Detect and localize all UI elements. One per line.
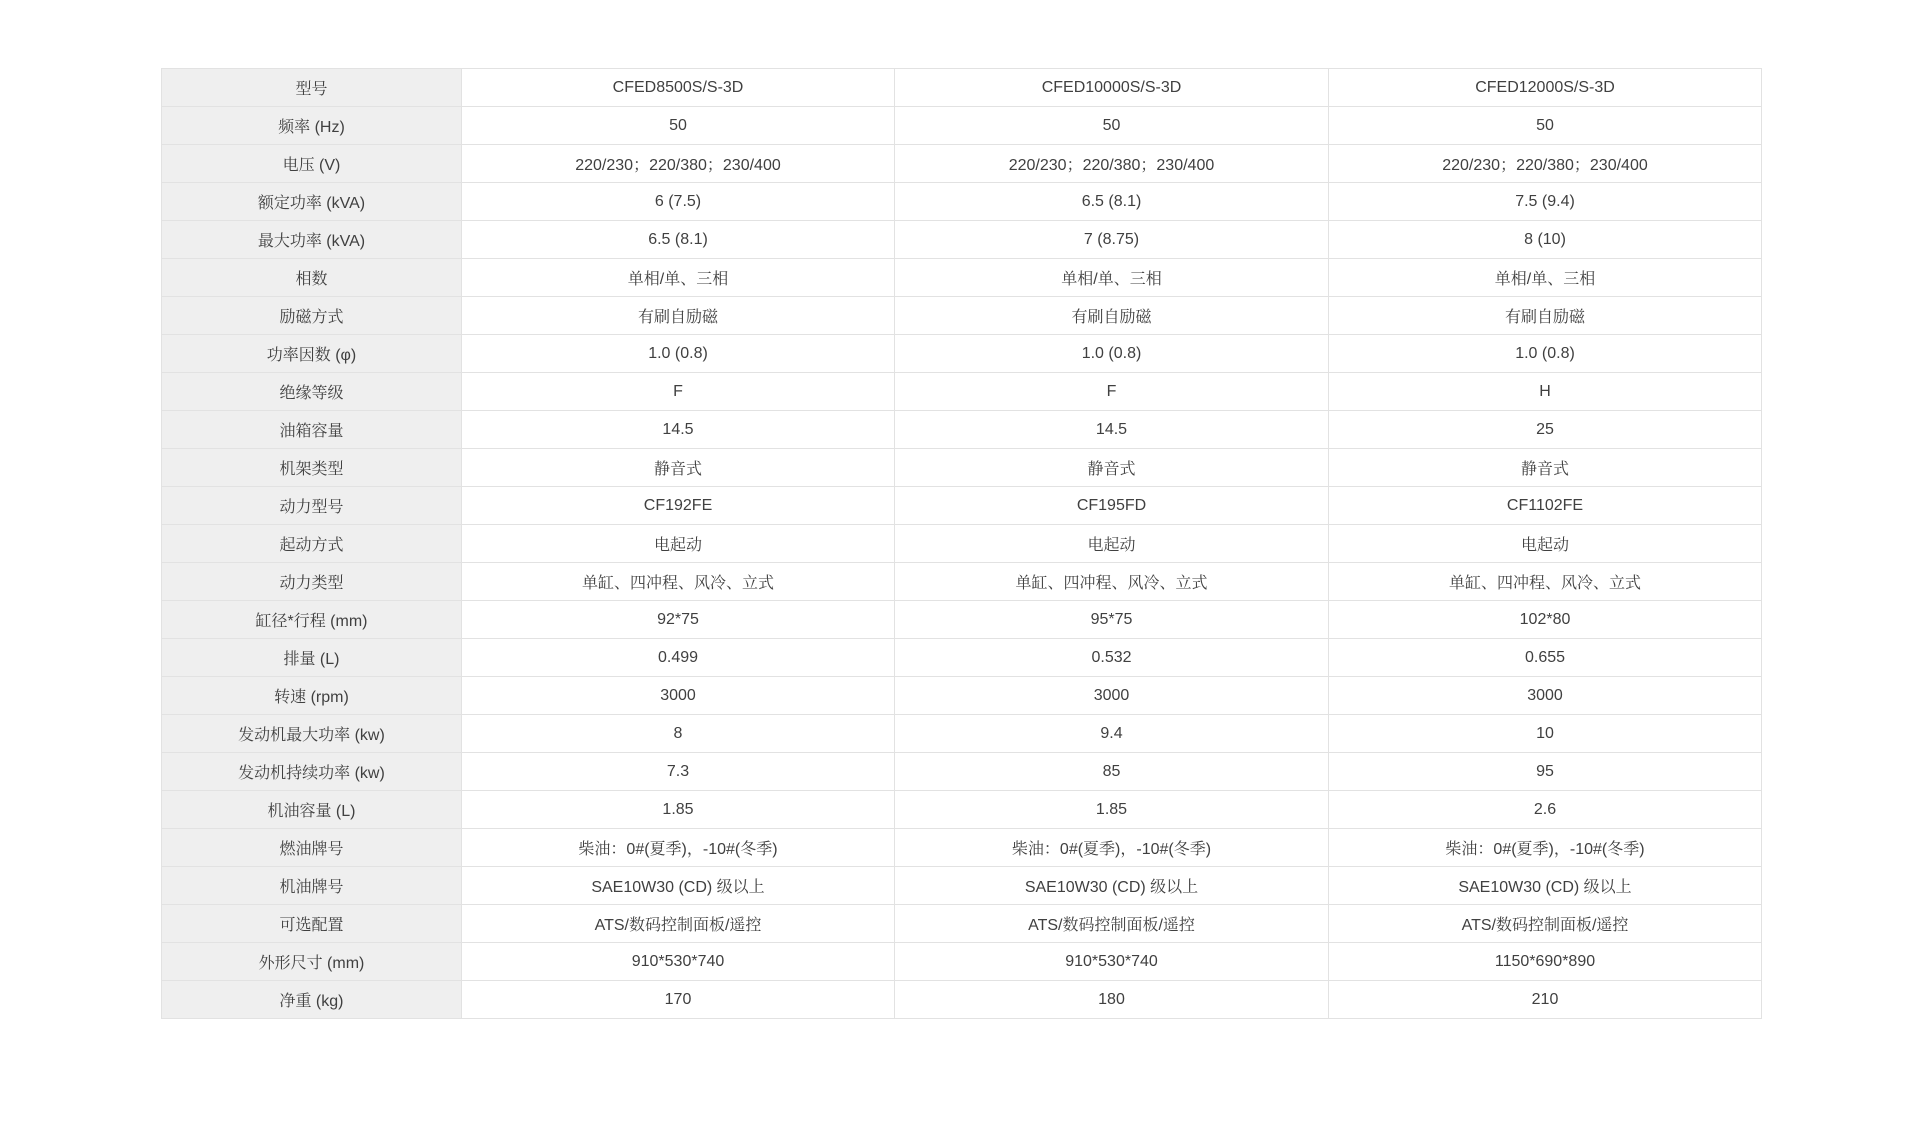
spec-value-cell: 7.5 (9.4)	[1329, 183, 1762, 221]
spec-value-cell: 电起动	[895, 525, 1329, 563]
spec-row-label: 型号	[162, 69, 462, 107]
spec-value-cell: 柴油：0#(夏季)，-10#(冬季)	[1329, 829, 1762, 867]
spec-value-cell: SAE10W30 (CD) 级以上	[462, 867, 895, 905]
spec-value-cell: 单相/单、三相	[895, 259, 1329, 297]
spec-row-label: 相数	[162, 259, 462, 297]
table-row	[162, 107, 1762, 145]
table-row	[162, 335, 1762, 373]
spec-value-cell: 单缸、四冲程、风冷、立式	[462, 563, 895, 601]
spec-row-label: 起动方式	[162, 525, 462, 563]
spec-value-cell: 85	[895, 753, 1329, 791]
spec-row-label: 机架类型	[162, 449, 462, 487]
spec-row-label: 油箱容量	[162, 411, 462, 449]
table-row	[162, 677, 1762, 715]
spec-value-cell: H	[1329, 373, 1762, 411]
spec-value-cell: 7.3	[462, 753, 895, 791]
spec-row-label: 励磁方式	[162, 297, 462, 335]
spec-row-label: 缸径*行程 (mm)	[162, 601, 462, 639]
spec-value-cell: 有刷自励磁	[895, 297, 1329, 335]
table-row	[162, 981, 1762, 1019]
spec-row-label: 可选配置	[162, 905, 462, 943]
spec-row-label: 转速 (rpm)	[162, 677, 462, 715]
spec-value-cell: 有刷自励磁	[462, 297, 895, 335]
spec-value-cell: 1150*690*890	[1329, 943, 1762, 981]
spec-value-cell: 50	[1329, 107, 1762, 145]
spec-value-cell: 910*530*740	[462, 943, 895, 981]
spec-value-cell: 92*75	[462, 601, 895, 639]
spec-value-cell: 静音式	[462, 449, 895, 487]
spec-value-cell: SAE10W30 (CD) 级以上	[1329, 867, 1762, 905]
spec-value-cell: 0.499	[462, 639, 895, 677]
spec-value-cell: 单相/单、三相	[462, 259, 895, 297]
spec-value-cell: CFED10000S/S-3D	[895, 69, 1329, 107]
spec-row-label: 频率 (Hz)	[162, 107, 462, 145]
spec-value-cell: 10	[1329, 715, 1762, 753]
spec-value-cell: 单缸、四冲程、风冷、立式	[895, 563, 1329, 601]
spec-row-label: 机油牌号	[162, 867, 462, 905]
spec-row-label: 燃油牌号	[162, 829, 462, 867]
spec-row-label: 电压 (V)	[162, 145, 462, 183]
spec-value-cell: 14.5	[895, 411, 1329, 449]
spec-value-cell: 25	[1329, 411, 1762, 449]
spec-row-label: 动力类型	[162, 563, 462, 601]
spec-value-cell: 静音式	[895, 449, 1329, 487]
spec-row-label: 最大功率 (kVA)	[162, 221, 462, 259]
spec-value-cell: 1.0 (0.8)	[895, 335, 1329, 373]
spec-row-label: 发动机最大功率 (kw)	[162, 715, 462, 753]
spec-value-cell: 910*530*740	[895, 943, 1329, 981]
table-row	[162, 297, 1762, 335]
spec-value-cell: 8	[462, 715, 895, 753]
spec-value-cell: CFED12000S/S-3D	[1329, 69, 1762, 107]
table-row	[162, 905, 1762, 943]
table-row	[162, 449, 1762, 487]
spec-value-cell: 2.6	[1329, 791, 1762, 829]
table-row	[162, 601, 1762, 639]
spec-value-cell: ATS/数码控制面板/遥控	[462, 905, 895, 943]
spec-value-cell: 电起动	[462, 525, 895, 563]
spec-value-cell: 1.85	[462, 791, 895, 829]
spec-value-cell: 6.5 (8.1)	[895, 183, 1329, 221]
spec-value-cell: 1.0 (0.8)	[1329, 335, 1762, 373]
spec-value-cell: 3000	[1329, 677, 1762, 715]
table-row	[162, 829, 1762, 867]
spec-value-cell: 电起动	[1329, 525, 1762, 563]
spec-value-cell: 170	[462, 981, 895, 1019]
spec-row-label: 机油容量 (L)	[162, 791, 462, 829]
spec-value-cell: 0.655	[1329, 639, 1762, 677]
spec-value-cell: CFED8500S/S-3D	[462, 69, 895, 107]
spec-value-cell: 3000	[462, 677, 895, 715]
spec-value-cell: 柴油：0#(夏季)，-10#(冬季)	[462, 829, 895, 867]
spec-value-cell: 14.5	[462, 411, 895, 449]
spec-value-cell: 柴油：0#(夏季)，-10#(冬季)	[895, 829, 1329, 867]
spec-value-cell: 静音式	[1329, 449, 1762, 487]
spec-value-cell: 102*80	[1329, 601, 1762, 639]
spec-value-cell: 7 (8.75)	[895, 221, 1329, 259]
spec-row-label: 额定功率 (kVA)	[162, 183, 462, 221]
spec-value-cell: 6 (7.5)	[462, 183, 895, 221]
spec-value-cell: CF192FE	[462, 487, 895, 525]
spec-value-cell: 有刷自励磁	[1329, 297, 1762, 335]
spec-value-cell: 95	[1329, 753, 1762, 791]
spec-value-cell: 0.532	[895, 639, 1329, 677]
table-row	[162, 525, 1762, 563]
table-row	[162, 791, 1762, 829]
spec-value-cell: 50	[895, 107, 1329, 145]
spec-value-cell: 3000	[895, 677, 1329, 715]
spec-value-cell: 9.4	[895, 715, 1329, 753]
spec-value-cell: CF1102FE	[1329, 487, 1762, 525]
spec-value-cell: 220/230；220/380；230/400	[462, 145, 895, 183]
spec-value-cell: SAE10W30 (CD) 级以上	[895, 867, 1329, 905]
spec-value-cell: 220/230；220/380；230/400	[895, 145, 1329, 183]
spec-row-label: 绝缘等级	[162, 373, 462, 411]
spec-value-cell: 1.0 (0.8)	[462, 335, 895, 373]
spec-value-cell: 50	[462, 107, 895, 145]
spec-value-cell: 220/230；220/380；230/400	[1329, 145, 1762, 183]
spec-row-label: 净重 (kg)	[162, 981, 462, 1019]
table-row	[162, 221, 1762, 259]
table-row	[162, 867, 1762, 905]
table-row	[162, 639, 1762, 677]
spec-value-cell: 8 (10)	[1329, 221, 1762, 259]
spec-value-cell: ATS/数码控制面板/遥控	[1329, 905, 1762, 943]
table-row	[162, 715, 1762, 753]
table-row	[162, 753, 1762, 791]
spec-row-label: 排量 (L)	[162, 639, 462, 677]
spec-value-cell: ATS/数码控制面板/遥控	[895, 905, 1329, 943]
table-row	[162, 411, 1762, 449]
spec-value-cell: 95*75	[895, 601, 1329, 639]
table-row	[162, 183, 1762, 221]
spec-value-cell: CF195FD	[895, 487, 1329, 525]
table-row	[162, 943, 1762, 981]
spec-value-cell: 单相/单、三相	[1329, 259, 1762, 297]
spec-value-cell: 180	[895, 981, 1329, 1019]
table-row	[162, 373, 1762, 411]
spec-value-cell: 210	[1329, 981, 1762, 1019]
spec-row-label: 动力型号	[162, 487, 462, 525]
spec-row-label: 外形尺寸 (mm)	[162, 943, 462, 981]
spec-row-label: 功率因数 (φ)	[162, 335, 462, 373]
table-row	[162, 145, 1762, 183]
table-row	[162, 563, 1762, 601]
spec-value-cell: 6.5 (8.1)	[462, 221, 895, 259]
spec-table-body	[162, 69, 1762, 1019]
spec-table-container	[161, 68, 1762, 1019]
table-row	[162, 69, 1762, 107]
spec-value-cell: 1.85	[895, 791, 1329, 829]
spec-value-cell: F	[462, 373, 895, 411]
spec-row-label: 发动机持续功率 (kw)	[162, 753, 462, 791]
spec-value-cell: F	[895, 373, 1329, 411]
table-row	[162, 259, 1762, 297]
product-spec-table	[161, 68, 1762, 1019]
table-row	[162, 487, 1762, 525]
spec-value-cell: 单缸、四冲程、风冷、立式	[1329, 563, 1762, 601]
